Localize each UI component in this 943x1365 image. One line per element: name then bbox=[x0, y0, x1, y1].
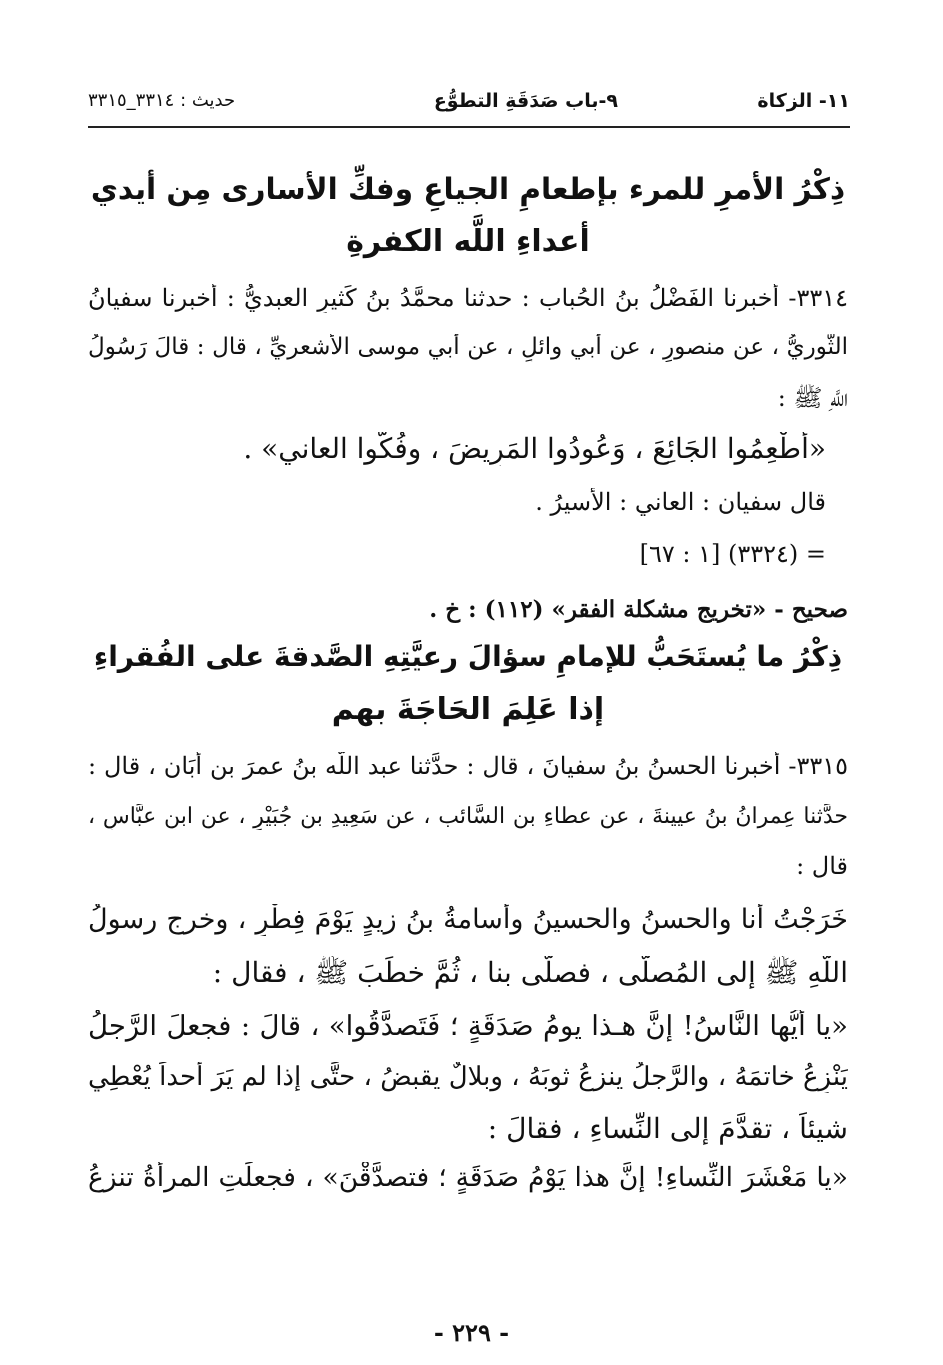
hadith-3314-isnad-line-3: اللَّهِ ﷺ : bbox=[777, 384, 848, 412]
cross-reference: = (٣٣٢٤) [١ : ٦٧] bbox=[639, 540, 826, 568]
section-heading-2-line-1: ذِكْرُ ما يُستَحَبُّ للإمامِ سؤالَ رعيَّتِهِ الصَّدقةَ على الفُقراءِ bbox=[93, 640, 843, 673]
authenticity-verdict: صحيح - «تخريج مشكلة الفقر» (١١٢) : خ . bbox=[429, 596, 848, 623]
header-rule bbox=[88, 126, 850, 128]
section-heading-2-line-2: إذا عَلِمَ الحَاجَةَ بهم bbox=[331, 692, 605, 727]
sufyan-note: قال سفيان : العاني : الأسيرُ . bbox=[535, 488, 826, 516]
hadith-3315-isnad-line-2: حدَّثنا عِمرانُ بنُ عيينةَ ، عن عطاءِ بنِ السَّائب ، عن سَعِيدِ بن جُبَيْرٍ ، عن ابنِ عبَّاسٍ ، bbox=[88, 804, 848, 829]
hadith-3315-matn-line-4: يَنْزِعُ خاتمَهُ ، والرَّجلُ ينزعُ ثوبَهُ ، وبلالٌ يقبضُ ، حتَّى إذا لم يَرَ أحداً يُعْطِي bbox=[88, 1062, 848, 1092]
running-header bbox=[88, 84, 850, 124]
hadith-3315-matn-line-2: اللَّهِ ﷺ إلى المُصلَّى ، فصلَّى بنا ، ثُمَّ خطَبَ ﷺ ، فقال : bbox=[212, 956, 848, 989]
hadith-3315-matn-line-5: شيئاً ، تقدَّمَ إلى النِّساءِ ، فقالَ : bbox=[487, 1112, 848, 1145]
hadith-3315-matn-line-6: «يا مَعْشَرَ النِّساءِ! إنَّ هذا يَوْمُ صَدَقَةٍ ؛ فتصدَّقْنَ» ، فجعلَتِ المرأةُ تنزعُ bbox=[88, 1162, 848, 1193]
hadith-3314-isnad-line-2: الثَّوريُّ ، عن منصورٍ ، عن أبي وائلٍ ، عن أبي موسى الأشعريِّ ، قال : قالَ رَسُولُ bbox=[88, 334, 848, 360]
page-number: - ٢٢٩ - bbox=[433, 1318, 510, 1347]
hadith-3315-isnad-line-3: قال : bbox=[796, 852, 848, 880]
hadith-range: حديث : ٣٣١٤_٣٣١٥ bbox=[88, 90, 236, 111]
hadith-3314-matn: «أَطْعِمُوا الجَائِعَ ، وَعُودُوا المَرِيضَ ، وفُكُّوا العاني» . bbox=[243, 432, 826, 465]
section-heading-1-line-2: أعداءِ اللَّه الكفرةِ bbox=[346, 224, 590, 259]
hadith-3315-isnad-line-1: ٣٣١٥- أخبرنا الحسنُ بنُ سفيانَ ، قال : حدَّثنا عبد اللَّه بنُ عمرَ بن أَبَان ، قال : bbox=[88, 752, 848, 780]
section-heading-1-line-1: ذِكْرُ الأمرِ للمرء بإطعامِ الجياعِ وفكِّ الأسارى مِن أيدي bbox=[90, 172, 846, 206]
hadith-3315-matn-line-3: «يا أَيُّها النَّاسُ! إنَّ هـذا يومُ صَدَقَةٍ ؛ فَتَصدَّقُوا» ، قالَ : فجعلَ الرَّجلُ bbox=[88, 1010, 848, 1042]
chapter-title: ٩-باب صَدَقَةِ التطوُّع bbox=[433, 90, 618, 112]
hadith-3315-matn-line-1: خَرَجْتُ أنا والحسنُ والحسينُ وأُسامةُ بنُ زيدٍ يَوْمَ فِطْرٍ ، وخرج رسولُ bbox=[88, 904, 848, 935]
hadith-3314-isnad-line-1: ٣٣١٤- أخبرنا الفَضْلُ بنُ الحُباب : حدثنا محمَّدُ بنُ كَثيرٍ العبديُّ : أخبرنا سفيانُ bbox=[88, 284, 848, 312]
book-section-title: ١١- الزكاة bbox=[757, 90, 850, 112]
